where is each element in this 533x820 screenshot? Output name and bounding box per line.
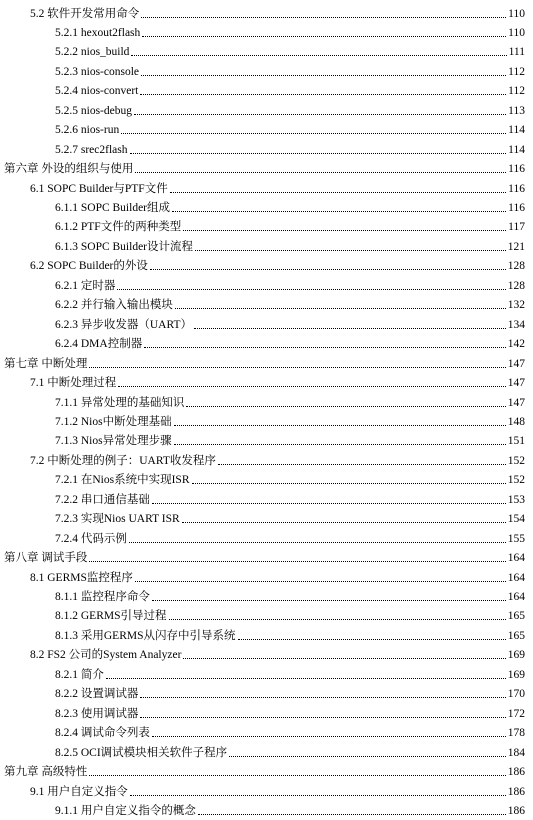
- toc-entry-title: 8.2.3 使用调试器: [55, 707, 139, 720]
- toc-entry[interactable]: [55, 604, 525, 624]
- toc-entry-page: 114: [508, 124, 525, 137]
- toc-entry-title: 7.2.4 代码示例: [55, 532, 127, 545]
- toc-entry[interactable]: [55, 721, 525, 741]
- dot-leader: [238, 639, 506, 640]
- toc-entry-page: 112: [508, 65, 525, 78]
- dot-leader: [182, 522, 506, 523]
- dot-leader: [135, 581, 506, 582]
- dot-leader: [142, 36, 506, 37]
- toc-entry[interactable]: [55, 137, 525, 157]
- toc-entry-title: 8.1 GERMS监控程序: [30, 571, 133, 584]
- toc-entry-page: 134: [507, 318, 525, 331]
- toc-entry-page: 148: [507, 415, 525, 428]
- dot-leader: [140, 717, 505, 718]
- toc-entry-page: 178: [507, 727, 525, 740]
- toc-entry[interactable]: [30, 779, 525, 799]
- toc-entry-page: 132: [507, 299, 525, 312]
- toc-entry-title: 7.2.3 实现Nios UART ISR: [55, 513, 180, 526]
- toc-entry-title: 7.2.1 在Nios系统中实现ISR: [55, 474, 190, 487]
- toc-entry-title: 8.2.2 设置调试器: [55, 688, 139, 701]
- dot-leader: [152, 600, 506, 601]
- toc-entry[interactable]: [55, 409, 525, 429]
- toc-entry-title: 5.2.1 hexout2flash: [55, 26, 141, 39]
- toc-entry-page: 154: [507, 513, 525, 526]
- toc-entry-title: 7.2 中断处理的例子：UART收发程序: [30, 454, 216, 467]
- toc-entry-title: 8.1.1 监控程序命令: [55, 591, 150, 603]
- toc-entry-title: 5.2.2 nios_build: [55, 46, 130, 59]
- dot-leader: [192, 483, 506, 484]
- toc-entry-page: 164: [507, 571, 525, 584]
- toc-entry[interactable]: [30, 448, 525, 468]
- toc-entry-title: 6.2.4 DMA控制器: [55, 338, 143, 351]
- toc-entry-title: 第九章 高级特性: [4, 766, 88, 779]
- toc-entry-page: 186: [507, 766, 525, 779]
- toc-entry-title: 6.2.3 异步收发器（UART）: [55, 318, 192, 331]
- dot-leader: [129, 542, 506, 543]
- toc-entry[interactable]: [55, 79, 525, 99]
- toc-entry[interactable]: [55, 390, 525, 410]
- toc-entry-title: 5.2.7 srec2flash: [55, 143, 128, 156]
- toc-entry-page: 152: [507, 454, 525, 467]
- toc-entry[interactable]: [55, 234, 525, 254]
- toc-entry[interactable]: [4, 546, 525, 566]
- toc-entry[interactable]: [30, 1, 525, 21]
- dot-leader: [174, 425, 506, 426]
- toc-entry-page: 153: [507, 493, 525, 506]
- dot-leader: [89, 561, 505, 562]
- toc-entry-page: 155: [507, 532, 525, 545]
- toc-entry-title: 5.2.6 nios-run: [55, 124, 120, 137]
- toc-entry-page: 186: [507, 785, 525, 798]
- dot-leader: [140, 697, 505, 698]
- toc-entry-page: 128: [507, 260, 525, 273]
- toc-entry[interactable]: [55, 196, 525, 216]
- toc-entry[interactable]: [55, 215, 525, 235]
- toc-entry-title: 5.2 软件开发常用命令: [30, 7, 140, 20]
- toc-entry[interactable]: [55, 701, 525, 721]
- toc-entry[interactable]: [55, 118, 525, 138]
- toc-entry-title: 7.1 中断处理过程: [30, 377, 117, 390]
- toc-entry[interactable]: [55, 98, 525, 118]
- toc-entry-page: 128: [507, 279, 525, 292]
- toc-entry-title: 6.2.1 定时器: [55, 279, 116, 292]
- toc-entry-page: 110: [508, 26, 525, 39]
- dot-leader: [152, 503, 506, 504]
- toc-entry[interactable]: [55, 798, 525, 818]
- dot-leader: [134, 114, 506, 115]
- dot-leader: [170, 192, 506, 193]
- toc-entry[interactable]: [55, 662, 525, 682]
- toc-entry-title: 第六章 外设的组织与使用: [4, 163, 134, 176]
- toc-entry[interactable]: [55, 468, 525, 488]
- toc-entry[interactable]: [4, 351, 525, 371]
- dot-leader: [130, 153, 507, 154]
- toc-entry-title: 5.2.3 nios-console: [55, 65, 140, 78]
- toc-entry-title: 6.2 SOPC Builder的外设: [30, 260, 148, 273]
- dot-leader: [89, 775, 505, 776]
- toc-entry-page: 116: [508, 182, 525, 195]
- dot-leader: [106, 678, 506, 679]
- toc-entry-title: 8.2.5 OCI调试模块相关软件子程序: [55, 746, 228, 759]
- dot-leader: [131, 55, 506, 56]
- toc-entry-page: 186: [507, 804, 525, 817]
- toc-entry[interactable]: [4, 157, 525, 177]
- dot-leader: [194, 328, 506, 329]
- dot-leader: [117, 289, 505, 290]
- toc-entry-title: 8.1.3 采用GERMS从闪存中引导系统: [55, 629, 236, 642]
- toc-entry[interactable]: [55, 526, 525, 546]
- toc-entry-page: 169: [507, 668, 525, 681]
- dot-leader: [141, 17, 506, 18]
- toc-entry-page: 172: [507, 707, 525, 720]
- dot-leader: [118, 386, 506, 387]
- toc-entry-page: 111: [508, 46, 525, 59]
- toc-entry[interactable]: [55, 312, 525, 332]
- dot-leader: [135, 172, 506, 173]
- toc-entry-page: 114: [508, 143, 525, 156]
- toc-entry[interactable]: [55, 332, 525, 352]
- dot-leader: [186, 406, 505, 407]
- toc-entry-title: 第八章 调试手段: [4, 552, 88, 565]
- toc-entry-title: 5.2.5 nios-debug: [55, 104, 132, 117]
- dot-leader: [130, 795, 506, 796]
- dot-leader: [183, 230, 506, 231]
- dot-leader: [175, 308, 506, 309]
- toc-entry-page: 116: [508, 202, 525, 214]
- toc-entry[interactable]: [4, 760, 525, 780]
- toc-entry-title: 6.1.3 SOPC Builder设计流程: [55, 240, 194, 253]
- dot-leader: [141, 75, 506, 76]
- dot-leader: [169, 619, 506, 620]
- toc-entry-title: 8.2.1 简介: [55, 668, 104, 681]
- toc-entry[interactable]: [55, 59, 525, 79]
- toc-entry-page: 165: [507, 610, 525, 623]
- toc-entry[interactable]: [55, 273, 525, 293]
- toc-entry-title: 9.1 用户自定义指令: [30, 785, 128, 798]
- toc-entry[interactable]: [55, 585, 525, 605]
- toc-entry[interactable]: [55, 20, 525, 40]
- toc-entry-page: 147: [507, 377, 525, 390]
- dot-leader: [229, 756, 506, 757]
- toc-entry-title: 7.1.3 Nios异常处理步骤: [55, 435, 172, 448]
- toc-entry-title: 9.1.1 用户自定义指令的概念: [55, 804, 196, 817]
- dot-leader: [150, 269, 506, 270]
- dot-leader: [195, 250, 506, 251]
- toc-entry[interactable]: [30, 371, 525, 391]
- toc-entry-page: 151: [507, 435, 525, 448]
- dot-leader: [183, 658, 505, 659]
- toc-entry-page: 112: [508, 85, 525, 98]
- toc-entry-page: 170: [507, 688, 525, 701]
- dot-leader: [218, 464, 506, 465]
- toc-entry[interactable]: [55, 507, 525, 527]
- toc-entry-page: 147: [507, 357, 525, 370]
- toc-entry-page: 113: [508, 104, 525, 117]
- toc-entry-page: 110: [508, 7, 525, 20]
- toc-entry[interactable]: [30, 643, 525, 663]
- toc-entry-title: 第七章 中断处理: [4, 357, 88, 370]
- toc-entry[interactable]: [55, 487, 525, 507]
- dot-leader: [89, 367, 505, 368]
- toc-entry-title: 8.1.2 GERMS引导过程: [55, 610, 167, 623]
- toc-entry-page: 184: [507, 746, 525, 759]
- toc-entry-title: 6.1 SOPC Builder与PTF文件: [30, 182, 168, 195]
- toc-entry[interactable]: [30, 254, 525, 274]
- toc-entry-page: 142: [507, 338, 525, 351]
- toc-entry-page: 164: [507, 552, 525, 565]
- toc-entry-page: 147: [507, 396, 525, 409]
- dot-leader: [152, 736, 506, 737]
- toc-entry-page: 121: [507, 240, 525, 253]
- toc-entry[interactable]: [55, 293, 525, 313]
- toc-entry-title: 7.1.2 Nios中断处理基础: [55, 415, 172, 428]
- toc-entry-title: 8.2.4 调试命令列表: [55, 727, 150, 740]
- toc-entry[interactable]: [55, 623, 525, 643]
- toc-entry-title: 6.2.2 并行输入输出模块: [55, 299, 173, 312]
- dot-leader: [174, 444, 506, 445]
- toc-entry-title: 8.2 FS2 公司的System Analyzer: [30, 649, 182, 662]
- dot-leader: [144, 347, 506, 348]
- toc-entry-title: 5.2.4 nios-convert: [55, 85, 139, 98]
- toc-entry-page: 152: [507, 474, 525, 487]
- toc-entry[interactable]: [55, 682, 525, 702]
- toc-entry[interactable]: [30, 565, 525, 585]
- toc-entry[interactable]: [30, 176, 525, 196]
- toc-entry-page: 165: [507, 629, 525, 642]
- toc-entry-title: 7.1.1 异常处理的基础知识: [55, 396, 185, 409]
- toc-entry-title: 6.1.2 PTF文件的两种类型: [55, 221, 182, 234]
- toc-entry-title: 7.2.2 串口通信基础: [55, 493, 150, 506]
- toc-entry[interactable]: [55, 740, 525, 760]
- dot-leader: [172, 211, 506, 212]
- toc-entry-title: 6.1.1 SOPC Builder组成: [55, 202, 171, 214]
- dot-leader: [198, 814, 506, 815]
- dot-leader: [140, 94, 506, 95]
- toc-entry[interactable]: [55, 40, 525, 60]
- toc-entry-page: 116: [508, 163, 525, 176]
- dot-leader: [121, 133, 506, 134]
- toc-entry[interactable]: [55, 429, 525, 449]
- toc-entry-page: 164: [507, 591, 525, 603]
- toc-entry-page: 117: [508, 221, 525, 234]
- toc-entry-page: 169: [507, 649, 525, 662]
